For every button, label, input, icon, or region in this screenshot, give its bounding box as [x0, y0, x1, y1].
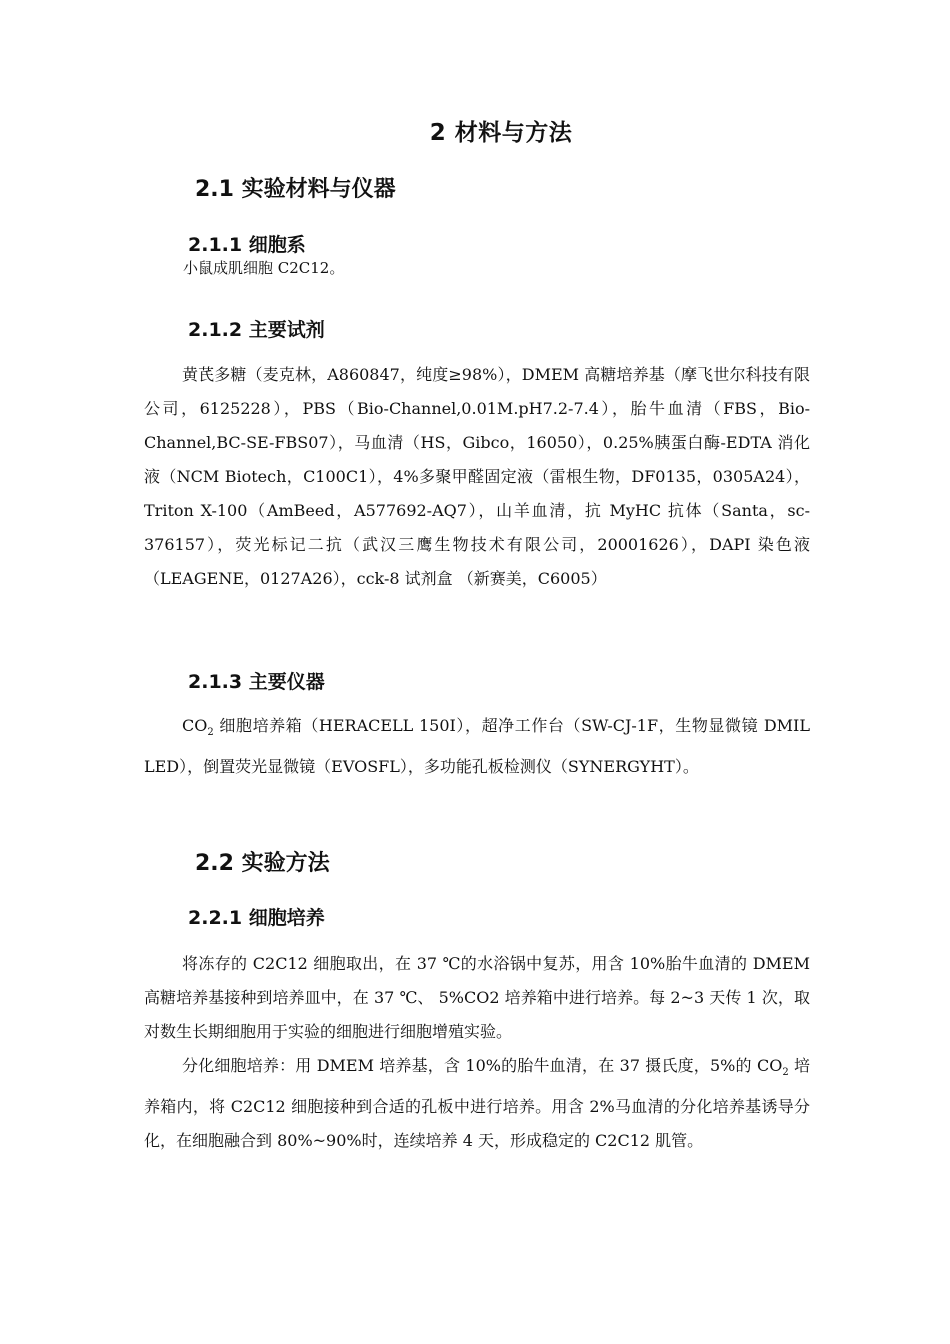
instruments-text: 细胞培养箱（HERACELL 150I），超净工作台（SW-CJ-1F，生物显微镜 DMIL LED），倒置荧光显微镜（EVOSFL），多功能孔板检测仪（SYNERGYHT）。 — [144, 716, 810, 777]
section-heading-2-1: 2.1 实验材料与仪器 — [195, 177, 396, 202]
co-prefix: CO — [182, 716, 208, 735]
differentiation-text-b: 培养箱内，将 C2C12 细胞接种到合适的孔板中进行培养。用含 2%马血清的分化培养基诱导分化，在细胞融合到 80%~90%时，连续培养 4 天，形成稳定的 C2C12 肌管。 — [144, 1056, 810, 1151]
differentiation-text-a: 分化细胞培养：用 DMEM 培养基，含 10%的胎牛血清，在 37 摄氏度，5%的 CO — [182, 1056, 783, 1075]
subsection-heading-2-1-1: 2.1.1 细胞系 — [188, 234, 306, 256]
section-heading-2-2: 2.2 实验方法 — [195, 851, 330, 876]
subsection-heading-2-1-3: 2.1.3 主要仪器 — [188, 671, 325, 693]
cell-line-text: 小鼠成肌细胞 C2C12。 — [183, 259, 345, 277]
chapter-title: 2 材料与方法 — [429, 120, 573, 146]
co2-subscript: 2 — [782, 1067, 789, 1079]
subsection-heading-2-2-1: 2.2.1 细胞培养 — [188, 907, 325, 929]
cell-culture-paragraph-1: 将冻存的 C2C12 细胞取出，在 37 ℃的水浴锅中复苏，用含 10%胎牛血清的 DMEM 高糖培养基接种到培养皿中，在 37 ℃、 5%CO2 培养箱中进行培养。每 2~3 天传 1 次，取对数生长期细胞用于实验的细胞进行细胞增殖实验。 — [144, 954, 810, 1041]
co-subscript: 2 — [207, 727, 214, 739]
subsection-heading-2-1-2: 2.1.2 主要试剂 — [188, 319, 325, 341]
reagents-paragraph: 黄芪多糖（麦克林，A860847，纯度≥98%），DMEM 高糖培养基（摩飞世尔科技有限公司，6125228），PBS（Bio-Channel,0.01M.pH7.2-7.4），胎牛血清（FBS，Bio-Channel,BC-SE-FBS07），马血清（HS，Gibco，16050），0.25%胰蛋白酶-EDTA 消化液（NCM Biotech，C100C1），4%多聚甲醛固定液（雷根生物，DF0135，0305A24），Triton X-100（AmBeed，A577692-AQ7），山羊血清，抗 MyHC 抗体（Santa，sc-376157），荧光标记二抗（武汉三鹰生物技术有限公司，20001626），DAPI 染色液（LEAGENE，0127A26），cck-8 试剂盒 （新赛美，C6005） — [144, 365, 810, 588]
cell-culture-paragraph-2 — [144, 1049, 810, 1158]
instruments-paragraph — [144, 709, 810, 784]
